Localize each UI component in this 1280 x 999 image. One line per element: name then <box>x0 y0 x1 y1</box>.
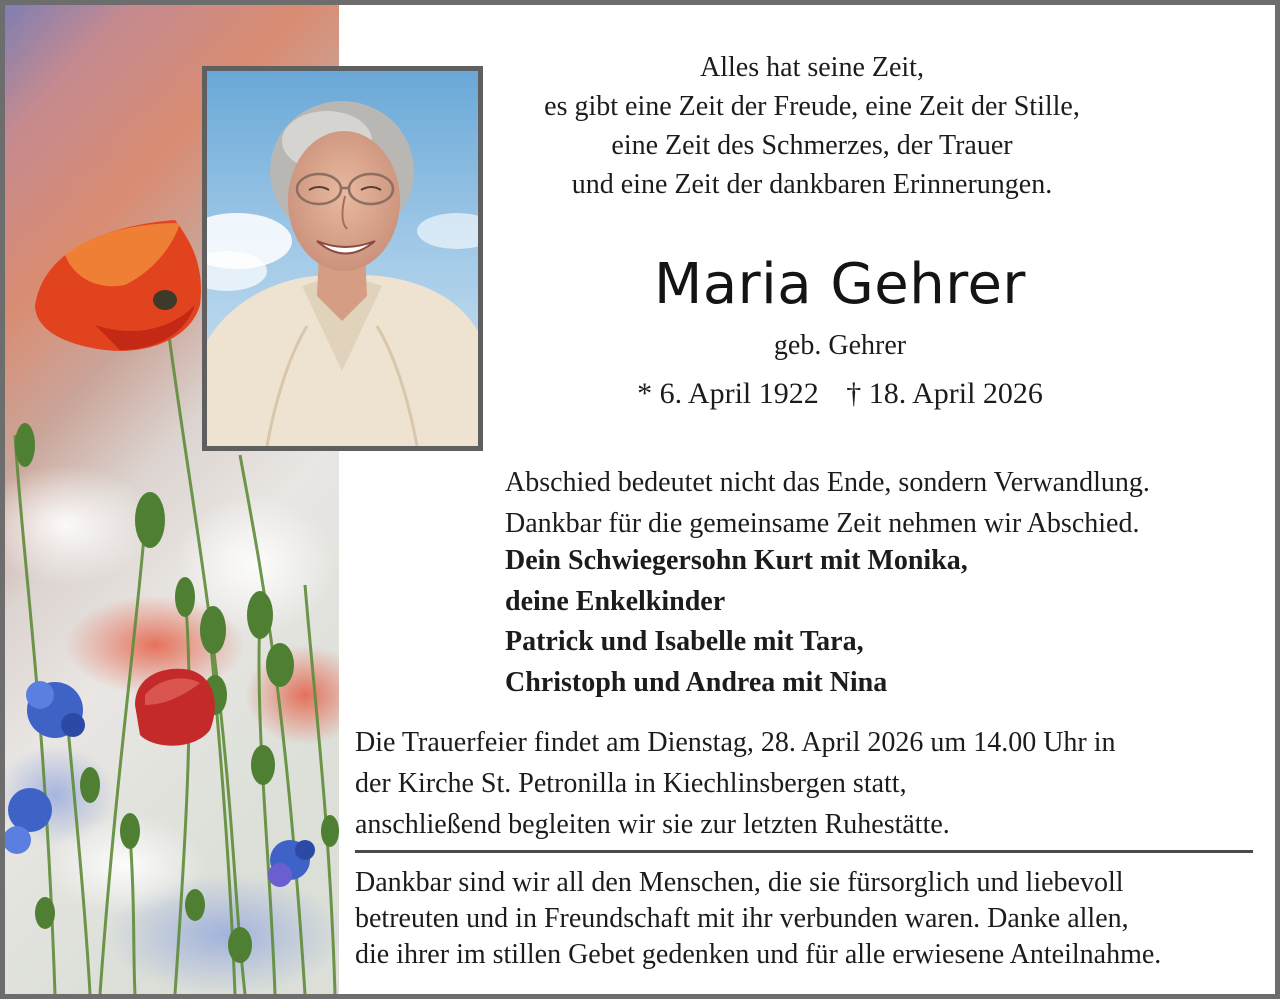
family-line: deine Enkelkinder <box>505 585 726 617</box>
birth-date: * 6. April 1922 <box>637 377 819 410</box>
death-date: † 18. April 2026 <box>846 377 1043 410</box>
family-signatures <box>505 541 968 703</box>
birth-name: geb. Gehrer <box>773 330 907 361</box>
poem-line: es gibt eine Zeit der Freude, eine Zeit der Stille, <box>544 91 1080 122</box>
divider-line <box>355 850 1253 853</box>
service-line: der Kirche St. Petronilla in Kiechlinsbergen statt, <box>355 768 907 799</box>
farewell-line: Abschied bedeutet nicht das Ende, sondern Verwandlung. <box>505 467 1150 498</box>
service-line: Die Trauerfeier findet am Dienstag, 28. April 2026 um 14.00 Uhr in <box>355 727 1116 758</box>
service-line: anschließend begleiten wir sie zur letzten Ruhestätte. <box>355 809 950 840</box>
thanks-line: die ihrer im stillen Gebet gedenken und für alle erwiesene Anteilnahme. <box>355 939 1162 970</box>
farewell-line: Dankbar für die gemeinsame Zeit nehmen wir Abschied. <box>505 508 1140 539</box>
poem-line: und eine Zeit der dankbaren Erinnerungen. <box>571 169 1053 200</box>
family-line: Christoph und Andrea mit Nina <box>505 666 888 698</box>
poem-line: Alles hat seine Zeit, <box>700 52 924 83</box>
family-line: Patrick und Isabelle mit Tara, <box>505 626 864 657</box>
life-dates <box>545 377 1135 411</box>
thanks-line: Dankbar sind wir all den Menschen, die sie fürsorglich und liebevoll <box>355 867 1124 898</box>
farewell-text <box>505 462 1150 544</box>
family-line: Dein Schwiegersohn Kurt mit Monika, <box>505 545 968 576</box>
poem-line: eine Zeit des Schmerzes, der Trauer <box>611 130 1013 161</box>
poem-quote <box>339 48 1280 204</box>
funeral-service-info <box>355 722 1116 845</box>
deceased-name: Maria Gehrer <box>654 252 1026 317</box>
thanks-text <box>355 865 1161 973</box>
thanks-line: betreuten und in Freundschaft mit ihr verbunden waren. Danke allen, <box>355 903 1129 934</box>
